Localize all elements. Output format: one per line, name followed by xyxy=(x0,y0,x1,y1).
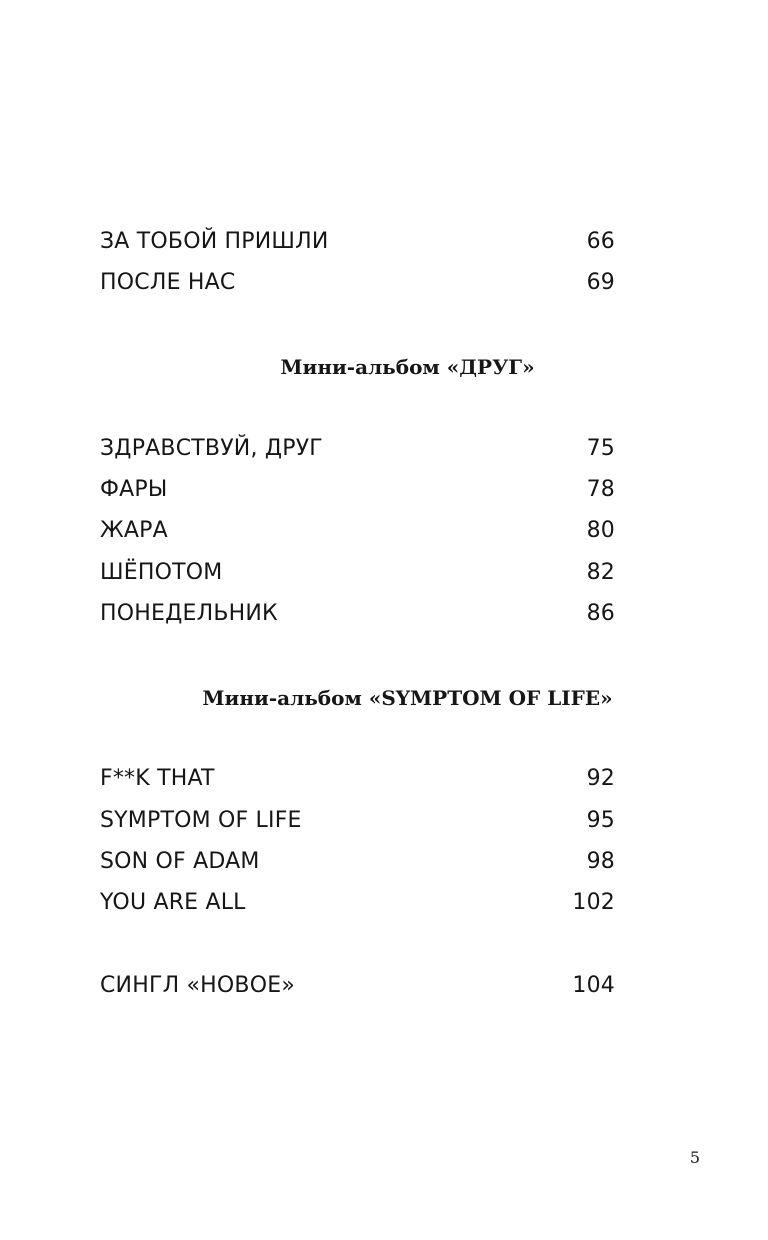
toc-entry-page: 92 xyxy=(586,766,615,791)
toc-entry xyxy=(100,557,615,589)
section-heading-symptom: Мини-альбом «SYMPTOM OF LIFE» xyxy=(202,686,613,710)
toc-entry-page: 102 xyxy=(572,890,615,915)
toc-entry-page: 82 xyxy=(586,560,615,585)
toc-entry-title: ФАРЫ xyxy=(100,477,168,502)
toc-entry-page: 78 xyxy=(586,477,615,502)
section-heading-drug: Мини-альбом «ДРУГ» xyxy=(280,355,535,379)
toc-entry xyxy=(100,226,615,258)
toc-entry-title: ЗДРАВСТВУЙ, ДРУГ xyxy=(100,436,323,461)
toc-entry-title: ЗА ТОБОЙ ПРИШЛИ xyxy=(100,229,329,254)
toc-entry xyxy=(100,515,615,547)
table-of-contents xyxy=(100,0,615,1240)
toc-entry-title: ПОСЛЕ НАС xyxy=(100,270,236,295)
page-number: 5 xyxy=(689,1148,700,1167)
toc-entry xyxy=(100,598,615,630)
toc-entry-title: ЖАРА xyxy=(100,518,168,543)
toc-entry-title: YOU ARE ALL xyxy=(100,890,246,915)
toc-entry xyxy=(100,474,615,506)
toc-entry-page: 80 xyxy=(586,518,615,543)
toc-entry-page: 104 xyxy=(572,973,615,998)
toc-entry xyxy=(100,887,615,919)
toc-entry xyxy=(100,805,615,837)
toc-entry-title: ПОНЕДЕЛЬНИК xyxy=(100,601,278,626)
toc-entry-title: SON OF ADAM xyxy=(100,849,260,874)
toc-entry-page: 69 xyxy=(586,270,615,295)
toc-entry-title: SYMPTOM OF LIFE xyxy=(100,808,302,833)
toc-entry xyxy=(100,846,615,878)
toc-entry-title: ШЁПОТОМ xyxy=(100,560,223,585)
toc-entry-title: F**K THAT xyxy=(100,766,215,791)
toc-entry xyxy=(100,763,615,795)
toc-entry-single xyxy=(100,970,615,1002)
toc-entry-page: 66 xyxy=(586,229,615,254)
toc-entry xyxy=(100,267,615,299)
toc-entry-title: СИНГЛ «НОВОЕ» xyxy=(100,973,296,998)
toc-entry-page: 75 xyxy=(586,436,615,461)
toc-entry-page: 86 xyxy=(586,601,615,626)
toc-entry-page: 98 xyxy=(586,849,615,874)
toc-entry-page: 95 xyxy=(586,808,615,833)
toc-entry xyxy=(100,433,615,465)
